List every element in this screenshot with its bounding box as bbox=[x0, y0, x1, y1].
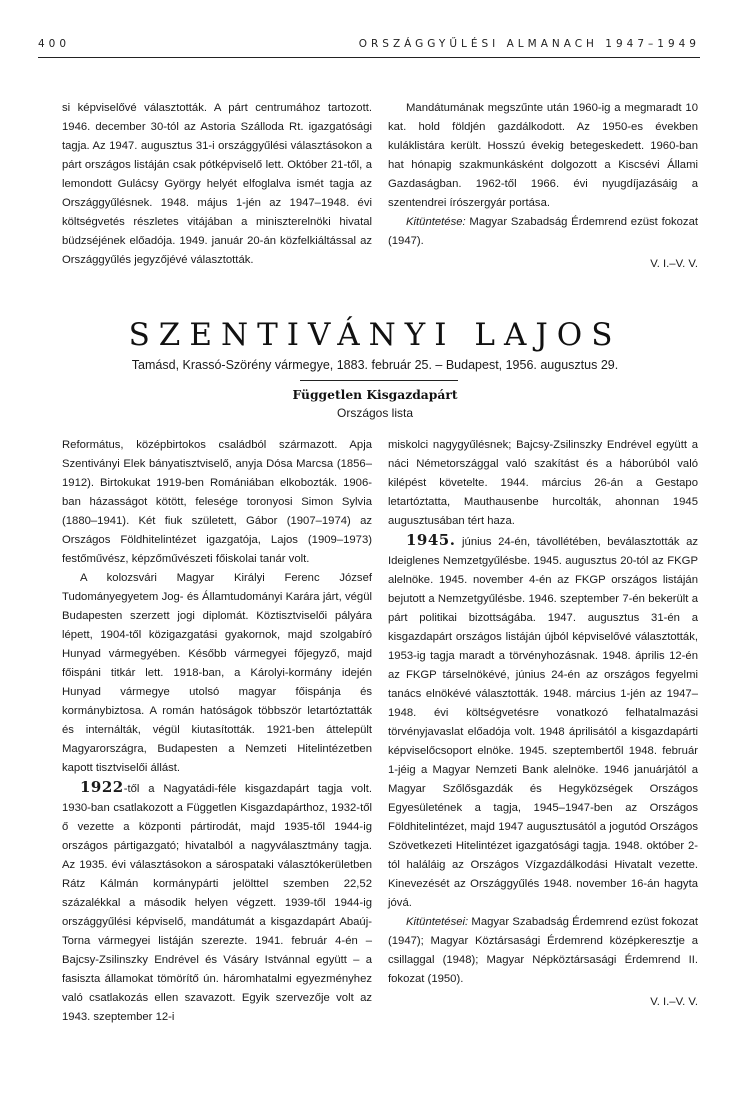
year-drop-marker: 1945. bbox=[406, 531, 456, 549]
author-signature: V. I.–V. V. bbox=[650, 258, 698, 270]
awards-text: Magyar Szabadság Érdemrend ezüst fokozat (1947). bbox=[388, 216, 698, 247]
awards-paragraph bbox=[388, 913, 698, 989]
paragraph-1945 bbox=[388, 531, 698, 913]
entry-left-column bbox=[62, 436, 372, 1027]
page-number: 400 bbox=[38, 38, 71, 50]
awards-label: Kitüntetései: bbox=[406, 916, 469, 928]
paragraph: Református, középbirtokos családból származott. Apja Szentiványi Elek bányatisztviselő, anyja Dósa Marcsa (1856–1912). Birtokukat 1919-ben Romániában elkobozták. 1906-ban házasságot kötött, felesége toronyosi Simon Sylvia (1880–1941). Két fiuk született, Gábor (1907–1974) az Országos Földhitelintézet igazgatója, Lajos (1909–1973) festőművész, képzőművészeti főiskolai tanár volt. bbox=[62, 439, 372, 565]
paragraph: si képviselővé választották. A párt centrumához tartozott. 1946. december 30-tól az Astoria Szálloda Rt. igazgatósági tagja. Az 1947. augusztus 31-i országgyűlési választásokon a párt országos listáján csak pótképviselő lett. Október 21-től, a lemondott Gulácsy György helyét elfoglalva ismét tagja az Országgyűlésnek. 1948. május 1-jén az 1947–1948. évi költségvetés részletes vitájában a miniszterelnöki hivatal büdzséjének előadója. 1949. január 20-án közfelkiáltással az Országgyűlés jegyzőjévé választották. bbox=[62, 102, 372, 266]
previous-entry-left-column bbox=[62, 99, 372, 270]
paragraph: Mandátumának megszűnte után 1960-ig a megmaradt 10 kat. hold földjén gazdálkodott. Az 1950-es években kuláklistára került. Hosszú évekig betegeskedett. 1960-ban hat hónapig szakmunkásként dolgozott a Kiscsévi Állami Gazdaságban. 1962-től 1966. évi nyugdíjazásáig a szentendrei írószergyár portása. bbox=[388, 102, 698, 209]
paragraph-1922 bbox=[62, 778, 372, 1027]
author-signature: V. I.–V. V. bbox=[650, 996, 698, 1008]
paragraph-text: június 24-én, távollétében, beválasztották az Ideiglenes Nemzetgyűlésbe. 1945. augusztus 20-tól az FKGP alelnöke. 1945. november 4-én az FKGP országos listáján bejutott a Nemzetgyűlésbe. 1946. szeptember 7-én bekerült a párt politikai bizottságába. 1947. augusztus 31-én a kisgazdapárt országos listáján újból képviselővé választották, 1953-ig tagja maradt a törvényhozásnak. 1948. április 12-én az FKGP társelnökévé, június 24-én az országos fegyelmi tanács elnökévé választották. 1948. március 1-jén az 1947–1948. évi költségvetésre vonatkozó felhatalmazási törvényjavaslat előadója volt. 1948 áprilisától a kisgazdapárti képviselőcsoport elnöke. 1945. szeptembertől 1948. február 1-jéig a Magyar Nemzeti Bank alelnöke. 1946 januárjától a Magyar Szőlősgazdák és Hegyközségek Országos Egyesületének a tagja, 1945–1947-ben az Országos Földhitelintézet, majd 1947 augusztusától a jogutód Országos Szövetkezeti Hitelintézet igazgatósági tagja. 1948. október 2-tól haláláig az Országos Vízgazdálkodási Hivatalt vezette. Kinevezését az Országgyűlés 1948. november 16-án hagyta jóvá. bbox=[388, 536, 698, 909]
title-divider bbox=[300, 380, 458, 381]
paragraph: A kolozsvári Magyar Királyi Ferenc József Tudományegyetem Jog- és Államtudományi Karára járt, végül Budapesten szerzett jogi diplomát. Köztisztviselői pályára lépett, 1904-től közigazgatási gyakornok, majd szolgabíró Hunyad vármegyében. Később vármegyei főjegyző, majd főispáni titkár lett. 1918-ban, a Károlyi-kormány idején Hunyad vármegye utolsó magyar főispánja és kormánybiztosa. A román hatóságok többször letartóztatták és internálták, végül kiutasították. 1921-ben áttelepült Magyarországra, Budapesten a Nemzeti Hitelintézetben kapott tisztviselői állást. bbox=[62, 572, 372, 774]
previous-entry-right-column bbox=[388, 99, 698, 274]
awards-text: Magyar Szabadság Érdemrend ezüst fokozat (1947); Magyar Köztársasági Érdemrend középkeresztje a csillaggal (1948); Magyar Népköztársasági Érdemrend II. fokozat (1950). bbox=[388, 916, 698, 985]
awards-label: Kitüntetése: bbox=[406, 216, 466, 228]
birth-death-line: Tamásd, Krassó-Szörény vármegye, 1883. február 25. – Budapest, 1956. augusztus 29. bbox=[131, 358, 619, 372]
list-type: Országos lista bbox=[336, 406, 414, 420]
party-name: Független Kisgazdapárt bbox=[292, 387, 458, 402]
running-header bbox=[38, 38, 700, 56]
header-rule bbox=[38, 57, 700, 58]
running-title: ORSZÁGGYŰLÉSI ALMANACH 1947–1949 bbox=[358, 38, 700, 50]
year-drop-marker: 1922 bbox=[80, 778, 124, 796]
entry-right-column bbox=[388, 436, 698, 1012]
paragraph-continuation: miskolci nagygyűlésnek; Bajcsy-Zsilinszky Endrével együtt a náci Németországgal való szakítást és a háborúból való kilépést követelte. 1944. március 26-án a Gestapo letartóztatta, Mauthausenbe hurcolták, ahonnan 1945 augusztusában tért haza. bbox=[388, 439, 698, 527]
awards-paragraph bbox=[388, 213, 698, 251]
paragraph-text: -től a Nagyatádi-féle kisgazdapárt tagja volt. 1930-ban csatlakozott a Független Kisgazdapárthoz, 1932-től ő vezette a központi pártirodát, majd 1935-től 1944-ig országos pártigazgató; hivatalból a nagyválasztmány tagja. Az 1935. évi választásokon a sárospataki választókerületben Rátz Kálmán kormánypárti jelölttel szemben 22,52 százalékkal a második helyen végzett. 1939-től 1944-ig országgyűlési képviselő, mandátumát a kisgazdapárt Abaúj-Torna vármegyei listáján szerezte. 1941. február 4-én – Bajcsy-Zsilinszky Endrével és Vásáry Istvánnal együtt – a fasiszta államokat tömörítő ún. háromhatalmi egyezményhez való csatlakozás ellen szavazott. Egyik szervezője volt az 1943. szeptember 12-i bbox=[62, 783, 372, 1023]
entry-title: SZENTIVÁNYI LAJOS bbox=[128, 317, 622, 353]
